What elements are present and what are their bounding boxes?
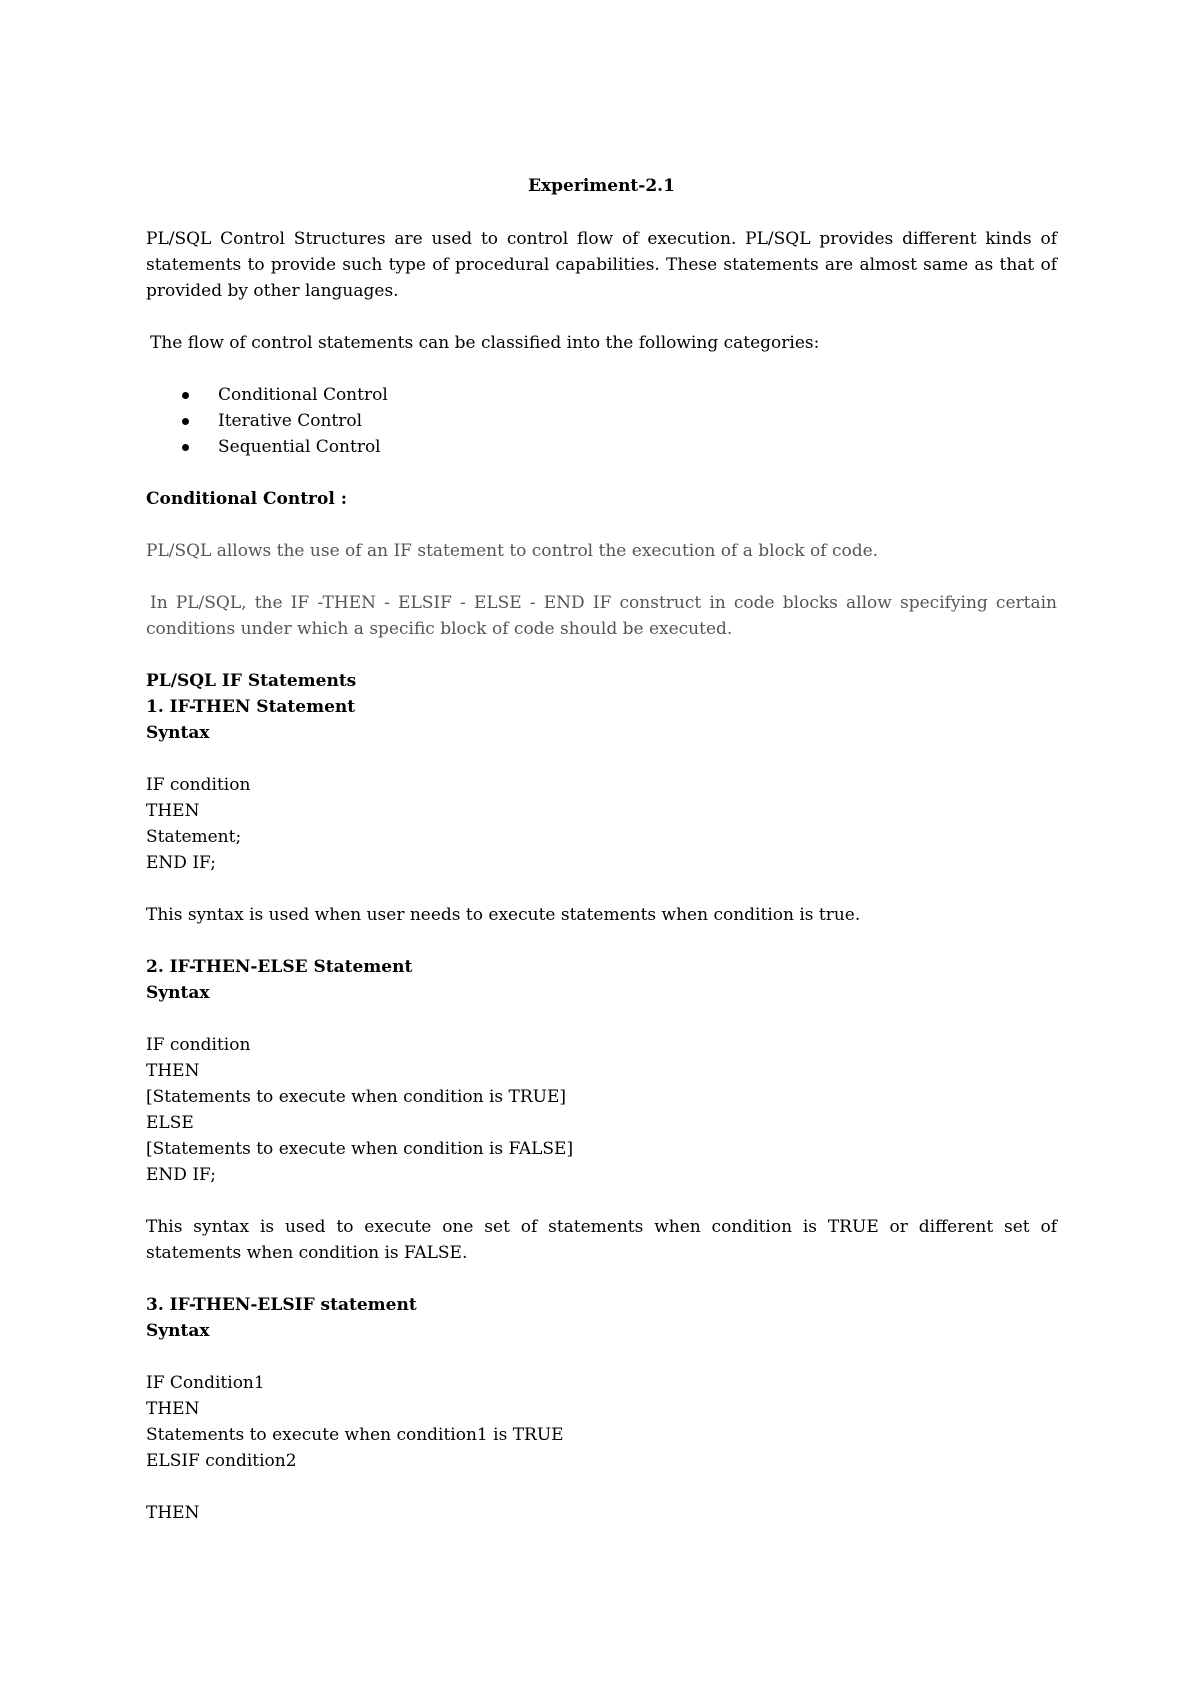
bullet-icon (182, 418, 189, 425)
flow-intro-paragraph: The flow of control statements can be classified into the following categories: (150, 333, 820, 353)
category-list (146, 382, 1057, 460)
list-item: Conditional Control (146, 382, 1057, 408)
code-line: END IF; (146, 1165, 216, 1185)
bullet-icon (182, 444, 189, 451)
list-item: Iterative Control (146, 408, 1057, 434)
code-line: Statements to execute when condition1 is TRUE (146, 1425, 564, 1445)
if-then-else-heading: 2. IF-THEN-ELSE Statement (146, 957, 413, 977)
code-line: [Statements to execute when condition is TRUE] (146, 1087, 567, 1107)
list-item: Sequential Control (146, 434, 1057, 460)
if-then-syntax-block (146, 772, 1057, 876)
code-line: ELSIF condition2 (146, 1451, 297, 1471)
if-then-else-description: This syntax is used to execute one set of statements when condition is TRUE or different set of statements when condition is FALSE. (146, 1217, 1057, 1263)
code-line: END IF; (146, 853, 216, 873)
if-then-elsif-syntax-block (146, 1370, 1057, 1526)
syntax-label: Syntax (146, 983, 210, 1003)
document-body (146, 173, 1057, 1526)
if-statements-heading: PL/SQL IF Statements (146, 671, 357, 691)
code-line: IF condition (146, 775, 251, 795)
if-then-heading: 1. IF-THEN Statement (146, 697, 356, 717)
conditional-paragraph-1: PL/SQL allows the use of an IF statement to control the execution of a block of code. (146, 541, 879, 561)
page-title: Experiment-2.1 (528, 176, 675, 196)
code-line: THEN (146, 1061, 200, 1081)
syntax-label: Syntax (146, 1321, 210, 1341)
code-line: THEN (146, 801, 200, 821)
conditional-paragraph-2: In PL/SQL, the IF -THEN - ELSIF - ELSE - END IF construct in code blocks allow specifying certain conditions under which a specific block of code should be executed. (146, 593, 1057, 639)
bullet-icon (182, 392, 189, 399)
code-line: IF Condition1 (146, 1373, 265, 1393)
syntax-label: Syntax (146, 723, 210, 743)
code-line: Statement; (146, 827, 242, 847)
intro-paragraph: PL/SQL Control Structures are used to control flow of execution. PL/SQL provides different kinds of statements to provide such type of procedural capabilities. These statements are almost same as that of provided by other languages. (146, 229, 1057, 301)
code-line: IF condition (146, 1035, 251, 1055)
if-then-elsif-heading: 3. IF-THEN-ELSIF statement (146, 1295, 417, 1315)
code-line: [Statements to execute when condition is FALSE] (146, 1139, 574, 1159)
if-then-description: This syntax is used when user needs to execute statements when condition is true. (146, 905, 861, 925)
conditional-control-heading: Conditional Control : (146, 489, 348, 509)
code-line: THEN (146, 1503, 200, 1523)
code-line: ELSE (146, 1113, 194, 1133)
code-line: THEN (146, 1399, 200, 1419)
if-then-else-syntax-block (146, 1032, 1057, 1188)
